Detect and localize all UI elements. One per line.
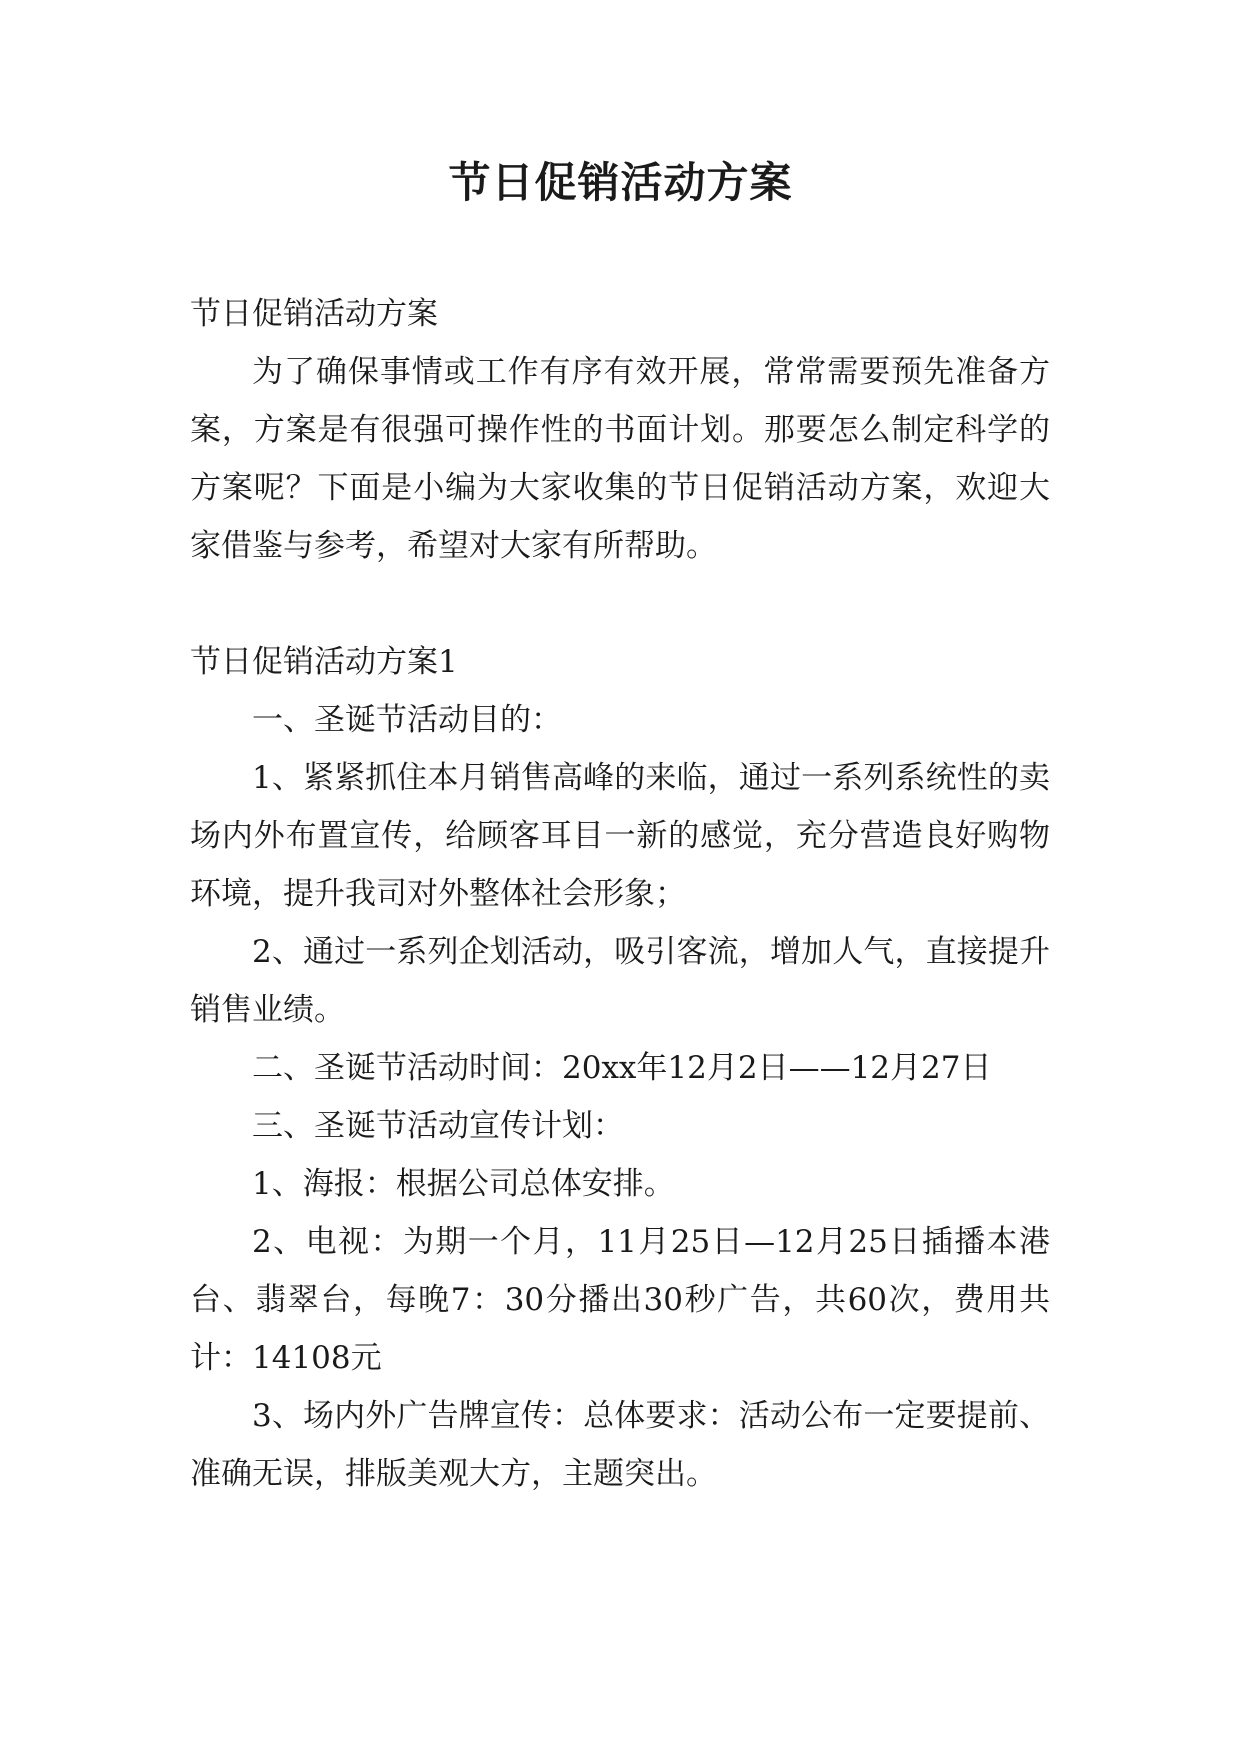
paragraph: 为了确保事情或工作有序有效开展，常常需要预先准备方案，方案是有很强可操作性的书面计划。那要怎么制定科学的方案呢？下面是小编为大家收集的节日促销活动方案，欢迎大家借鉴与参考，希望对大家有所帮助。 [190, 354, 1050, 564]
document-body [190, 285, 1050, 1503]
paragraph-spacer [190, 575, 1050, 633]
paragraph: 节日促销活动方案 [190, 296, 438, 332]
document-title: 节日促销活动方案 [448, 158, 793, 207]
paragraph: 三、圣诞节活动宣传计划： [252, 1108, 624, 1144]
paragraph: 1、海报：根据公司总体安排。 [252, 1166, 675, 1202]
paragraph: 二、圣诞节活动时间：20xx年12月2日——12月27日 [252, 1050, 992, 1086]
paragraph: 3、场内外广告牌宣传：总体要求：活动公布一定要提前、准确无误，排版美观大方，主题突出。 [190, 1398, 1050, 1492]
paragraph: 2、电视：为期一个月，11月25日—12月25日插播本港台、翡翠台，每晚7：30分播出30秒广告，共60次，费用共计：14108元 [190, 1224, 1050, 1376]
paragraph: 节日促销活动方案1 [190, 644, 458, 680]
paragraph: 一、圣诞节活动目的： [252, 702, 562, 738]
paragraph: 2、通过一系列企划活动，吸引客流，增加人气，直接提升销售业绩。 [190, 934, 1050, 1028]
paragraph: 1、紧紧抓住本月销售高峰的来临，通过一系列系统性的卖场内外布置宣传，给顾客耳目一新的感觉，充分营造良好购物环境，提升我司对外整体社会形象； [190, 760, 1050, 912]
